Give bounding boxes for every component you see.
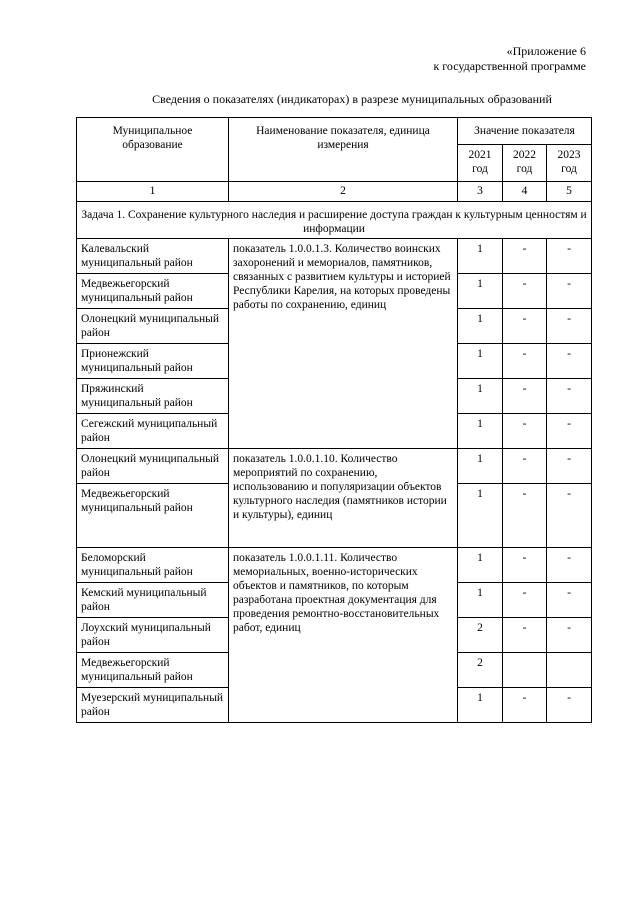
value-2023: - — [547, 583, 592, 618]
col-value-header: Значение показателя — [458, 118, 592, 145]
value-2022: - — [503, 618, 547, 653]
col-number: 5 — [547, 182, 592, 202]
municipality-cell: Олонецкий муниципальный район — [77, 449, 229, 484]
col-number: 2 — [229, 182, 458, 202]
municipality-cell: Калевальский муниципальный район — [77, 239, 229, 274]
task-title: Задача 1. Сохранение культурного наследия и расширение доступа граждан к культурным ценностям и информации — [77, 202, 592, 239]
value-2021: 1 — [458, 274, 503, 309]
value-2021: 1 — [458, 239, 503, 274]
municipality-cell: Медвежьегорский муниципальный район — [77, 653, 229, 688]
indicator-cell: показатель 1.0.0.1.11. Количество мемориальных, военно-исторических объектов и памятников, по которым разработана проектная документация для проведения ремонтно-восстановительных работ, единиц — [229, 548, 458, 723]
municipality-cell: Кемский муниципальный район — [77, 583, 229, 618]
year-2022-header: 2022 год — [503, 145, 547, 182]
col-municipality-header: Муниципальное образование — [77, 118, 229, 182]
col-number: 4 — [503, 182, 547, 202]
municipality-cell: Беломорский муниципальный район — [77, 548, 229, 583]
table-row — [77, 239, 592, 274]
value-2022: - — [503, 414, 547, 449]
value-2022: - — [503, 239, 547, 274]
value-2023: - — [547, 344, 592, 379]
municipality-cell: Пряжинский муниципальный район — [77, 379, 229, 414]
value-2022: - — [503, 344, 547, 379]
table-caption: Сведения о показателях (индикаторах) в разрезе муниципальных образований — [152, 92, 552, 106]
header-row — [77, 118, 592, 145]
municipality-cell: Сегежский муниципальный район — [77, 414, 229, 449]
value-2021: 1 — [458, 344, 503, 379]
value-2023: - — [547, 274, 592, 309]
value-2021: 1 — [458, 414, 503, 449]
value-2023: - — [547, 309, 592, 344]
value-2022: - — [503, 484, 547, 548]
value-2022: - — [503, 379, 547, 414]
value-2023: - — [547, 379, 592, 414]
year-2023-header: 2023 год — [547, 145, 592, 182]
value-2022: - — [503, 583, 547, 618]
value-2022: - — [503, 274, 547, 309]
task-row — [77, 202, 592, 239]
year-2021-header: 2021 год — [458, 145, 503, 182]
column-numbers-row — [77, 182, 592, 202]
value-2022: - — [503, 548, 547, 583]
value-2022 — [503, 653, 547, 688]
table-row — [77, 449, 592, 484]
value-2021: 1 — [458, 583, 503, 618]
col-number: 3 — [458, 182, 503, 202]
value-2023 — [547, 653, 592, 688]
table-row — [77, 548, 592, 583]
value-2022: - — [503, 688, 547, 723]
appendix-title: «Приложение 6 — [506, 44, 586, 58]
municipality-cell: Прионежский муниципальный район — [77, 344, 229, 379]
value-2021: 1 — [458, 484, 503, 548]
value-2021: 1 — [458, 449, 503, 484]
value-2022: - — [503, 449, 547, 484]
value-2023: - — [547, 688, 592, 723]
municipality-cell: Олонецкий муниципальный район — [77, 309, 229, 344]
value-2021: 1 — [458, 309, 503, 344]
col-number: 1 — [77, 182, 229, 202]
appendix-note — [433, 44, 586, 74]
municipality-cell: Медвежьегорский муниципальный район — [77, 274, 229, 309]
col-indicator-header: Наименование показателя, единица измерения — [229, 118, 458, 182]
indicators-table — [76, 117, 592, 723]
municipality-cell: Муезерский муниципальный район — [77, 688, 229, 723]
value-2021: 2 — [458, 653, 503, 688]
value-2021: 1 — [458, 548, 503, 583]
value-2023: - — [547, 414, 592, 449]
indicator-cell: показатель 1.0.0.1.3. Количество воинских захоронений и мемориалов, памятников, связанных с развитием культуры и историей Республики Карелия, на которых проведены работы по сохранению, единиц — [229, 239, 458, 449]
value-2021: 1 — [458, 379, 503, 414]
value-2023: - — [547, 618, 592, 653]
municipality-cell: Лоухский муниципальный район — [77, 618, 229, 653]
value-2021: 1 — [458, 688, 503, 723]
value-2022: - — [503, 309, 547, 344]
indicator-cell: показатель 1.0.0.1.10. Количество мероприятий по сохранению, использованию и популяризации объектов культурного наследия (памятников истории и культуры), единиц — [229, 449, 458, 548]
municipality-cell: Медвежьегорский муниципальный район — [77, 484, 229, 548]
value-2023: - — [547, 239, 592, 274]
appendix-subtitle: к государственной программе — [433, 59, 586, 73]
value-2023: - — [547, 548, 592, 583]
value-2021: 2 — [458, 618, 503, 653]
value-2023: - — [547, 484, 592, 548]
value-2023: - — [547, 449, 592, 484]
